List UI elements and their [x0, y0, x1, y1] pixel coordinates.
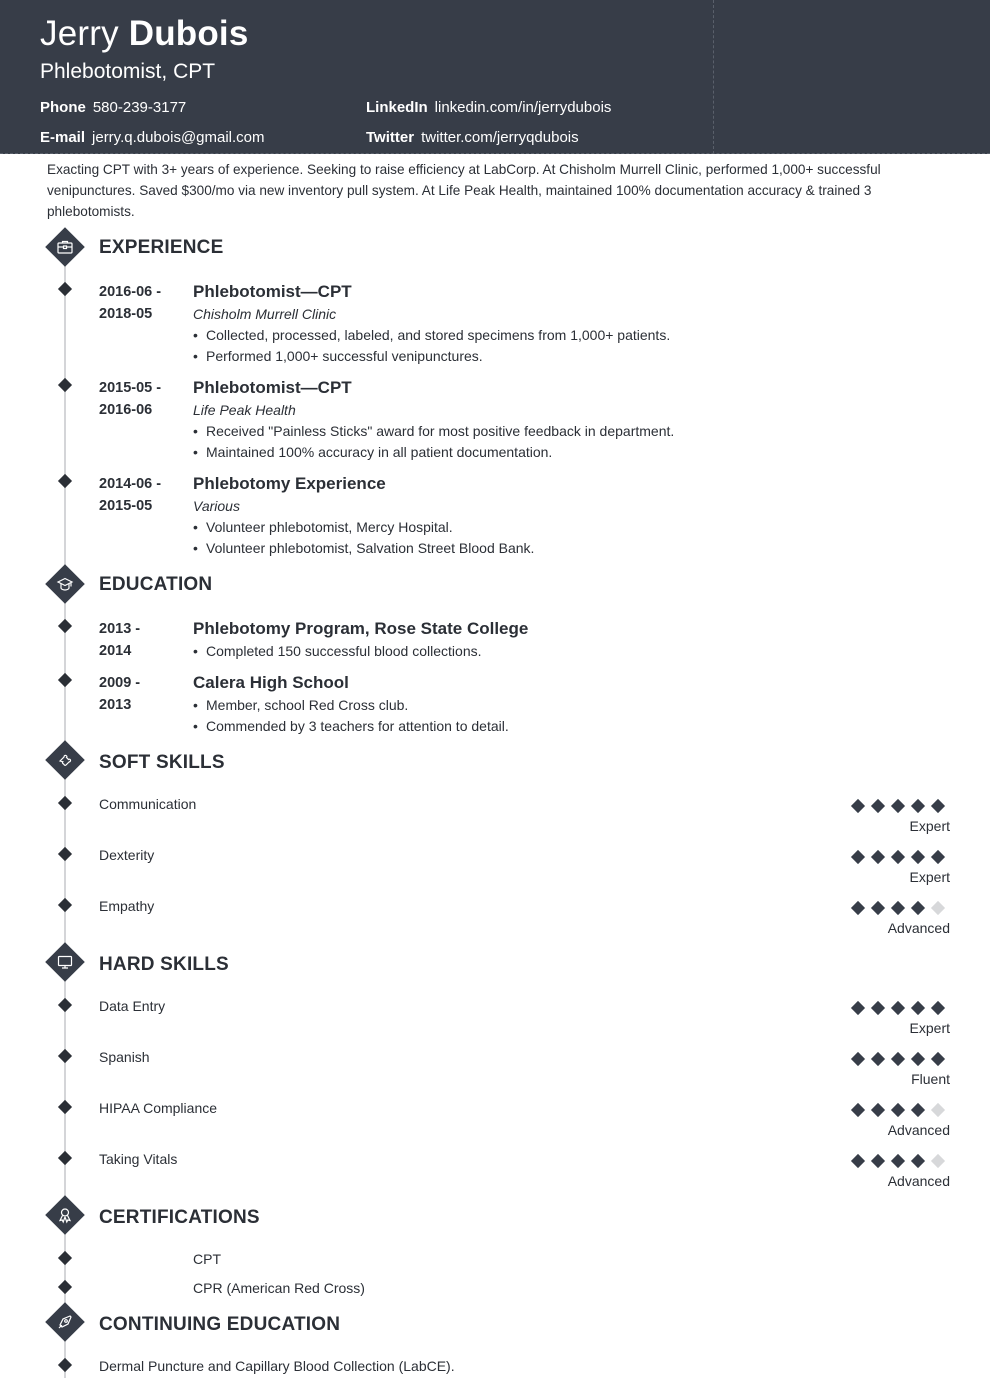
- bullet-item: • Volunteer phlebotomist, Mercy Hospital.: [193, 519, 453, 535]
- skill-level: Expert: [909, 1020, 950, 1036]
- timeline-marker: [58, 1251, 72, 1265]
- pen-nib-icon: [46, 1303, 84, 1341]
- timeline-marker: [58, 898, 72, 912]
- employer: Life Peak Health: [193, 402, 296, 418]
- contact-email: [40, 129, 265, 146]
- bullet-item: • Performed 1,000+ successful venipunctures.: [193, 348, 483, 364]
- skill-rating: [850, 901, 950, 915]
- bullet-item: • Volunteer phlebotomist, Salvation Street Blood Bank.: [193, 540, 534, 556]
- date-end: 2014: [99, 643, 132, 659]
- job-title: Phlebotomist, CPT: [40, 60, 216, 83]
- bullet-item: • Collected, processed, labeled, and stored specimens from 1,000+ patients.: [193, 327, 670, 343]
- date-end: 2015-05: [99, 498, 153, 514]
- timeline-marker: [58, 673, 72, 687]
- timeline-marker: [58, 1358, 72, 1372]
- school-name: Phlebotomy Program, Rose State College: [193, 619, 529, 638]
- bullet-item: • Maintained 100% accuracy in all patient documentation.: [193, 444, 552, 460]
- school-name: Calera High School: [193, 673, 349, 692]
- timeline-marker: [58, 1280, 72, 1294]
- bullet-item: • Received "Painless Sticks" award for most positive feedback in department.: [193, 423, 674, 439]
- contact-twitter: [366, 129, 579, 146]
- contact-value: 580-239-3177: [92, 99, 187, 116]
- last-name: Dubois: [128, 14, 249, 53]
- bullet-item: • Completed 150 successful blood collections.: [193, 643, 482, 659]
- employer: Chisholm Murrell Clinic: [193, 306, 337, 322]
- section-title-experience: EXPERIENCE: [99, 237, 224, 258]
- contact-linkedin: [366, 99, 611, 116]
- skill-name: Empathy: [99, 898, 155, 914]
- timeline-marker: [58, 1100, 72, 1114]
- skill-level: Advanced: [887, 1173, 950, 1189]
- skill-name: Taking Vitals: [99, 1151, 178, 1167]
- continuing-education-item: Dermal Puncture and Capillary Blood Collection (LabCE).: [99, 1358, 455, 1374]
- skill-level: Expert: [909, 869, 950, 885]
- contact-label: Phone: [40, 99, 86, 116]
- bullet-item: • Member, school Red Cross club.: [193, 697, 408, 713]
- award-ribbon-icon: [46, 1196, 84, 1234]
- job-role: Phlebotomy Experience: [193, 474, 386, 493]
- timeline-marker: [58, 378, 72, 392]
- skill-rating: [850, 850, 950, 864]
- date-start: 2013 -: [99, 621, 141, 637]
- skill-name: Data Entry: [99, 998, 166, 1014]
- summary-paragraph: Exacting CPT with 3+ years of experience. Seeking to raise efficiency at LabCorp. At Chisholm Murrell Clinic, performed 1,000+ successful venipunctures. Saved $300/mo via new inventory pull system. At Life Peak Health, maintained 100% documentation accuracy & trained 3 phlebotomists.: [47, 162, 881, 219]
- skill-name: Communication: [99, 796, 197, 812]
- contact-label: LinkedIn: [366, 99, 428, 116]
- timeline-marker: [58, 619, 72, 633]
- puzzle-icon: [46, 741, 84, 779]
- section-title-soft-skills: SOFT SKILLS: [99, 752, 225, 773]
- timeline-marker: [58, 1151, 72, 1165]
- timeline-marker: [58, 1049, 72, 1063]
- first-name: Jerry: [40, 14, 119, 53]
- header-divider: [713, 0, 714, 154]
- contact-value[interactable]: twitter.com/jerryqdubois: [421, 129, 579, 146]
- skill-name: Spanish: [99, 1049, 150, 1065]
- skill-name: HIPAA Compliance: [99, 1100, 218, 1116]
- resume-header: [0, 0, 990, 154]
- skill-name: Dexterity: [99, 847, 155, 863]
- briefcase-icon: [46, 228, 84, 266]
- timeline-marker: [58, 474, 72, 488]
- skill-level: Advanced: [887, 920, 950, 936]
- date-end: 2018-05: [99, 306, 153, 322]
- contact-label: Twitter: [366, 129, 415, 146]
- contact-phone: [40, 99, 186, 116]
- skill-level: Expert: [909, 818, 950, 834]
- graduation-cap-icon: [46, 565, 84, 603]
- section-title-continuing-education: CONTINUING EDUCATION: [99, 1314, 341, 1335]
- date-end: 2013: [99, 697, 132, 713]
- contact-label: E-mail: [40, 129, 86, 146]
- section-title-certifications: CERTIFICATIONS: [99, 1207, 260, 1228]
- job-role: Phlebotomist—CPT: [193, 282, 352, 301]
- date-end: 2016-06: [99, 402, 153, 418]
- contact-value[interactable]: jerry.q.dubois@gmail.com: [92, 129, 265, 146]
- skill-rating: [850, 1052, 950, 1066]
- candidate-name: [40, 14, 249, 54]
- date-start: 2009 -: [99, 675, 141, 691]
- timeline-marker: [58, 998, 72, 1012]
- certification-item: CPT: [193, 1251, 221, 1267]
- skill-level: Fluent: [911, 1071, 950, 1087]
- timeline-marker: [58, 796, 72, 810]
- timeline-marker: [58, 847, 72, 861]
- monitor-icon: [46, 943, 84, 981]
- certification-item: CPR (American Red Cross): [193, 1280, 365, 1296]
- date-start: 2015-05 -: [99, 380, 162, 396]
- job-role: Phlebotomist—CPT: [193, 378, 352, 397]
- contact-value[interactable]: linkedin.com/in/jerrydubois: [434, 99, 612, 116]
- bullet-item: • Commended by 3 teachers for attention to detail.: [193, 718, 509, 734]
- date-start: 2014-06 -: [99, 476, 162, 492]
- section-title-hard-skills: HARD SKILLS: [99, 954, 229, 975]
- skill-rating: [850, 1154, 950, 1168]
- date-start: 2016-06 -: [99, 284, 162, 300]
- skill-rating: [850, 1001, 950, 1015]
- employer: Various: [193, 498, 240, 514]
- skill-rating: [850, 799, 950, 813]
- skill-level: Advanced: [887, 1122, 950, 1138]
- section-title-education: EDUCATION: [99, 574, 213, 595]
- timeline-marker: [58, 282, 72, 296]
- skill-rating: [850, 1103, 950, 1117]
